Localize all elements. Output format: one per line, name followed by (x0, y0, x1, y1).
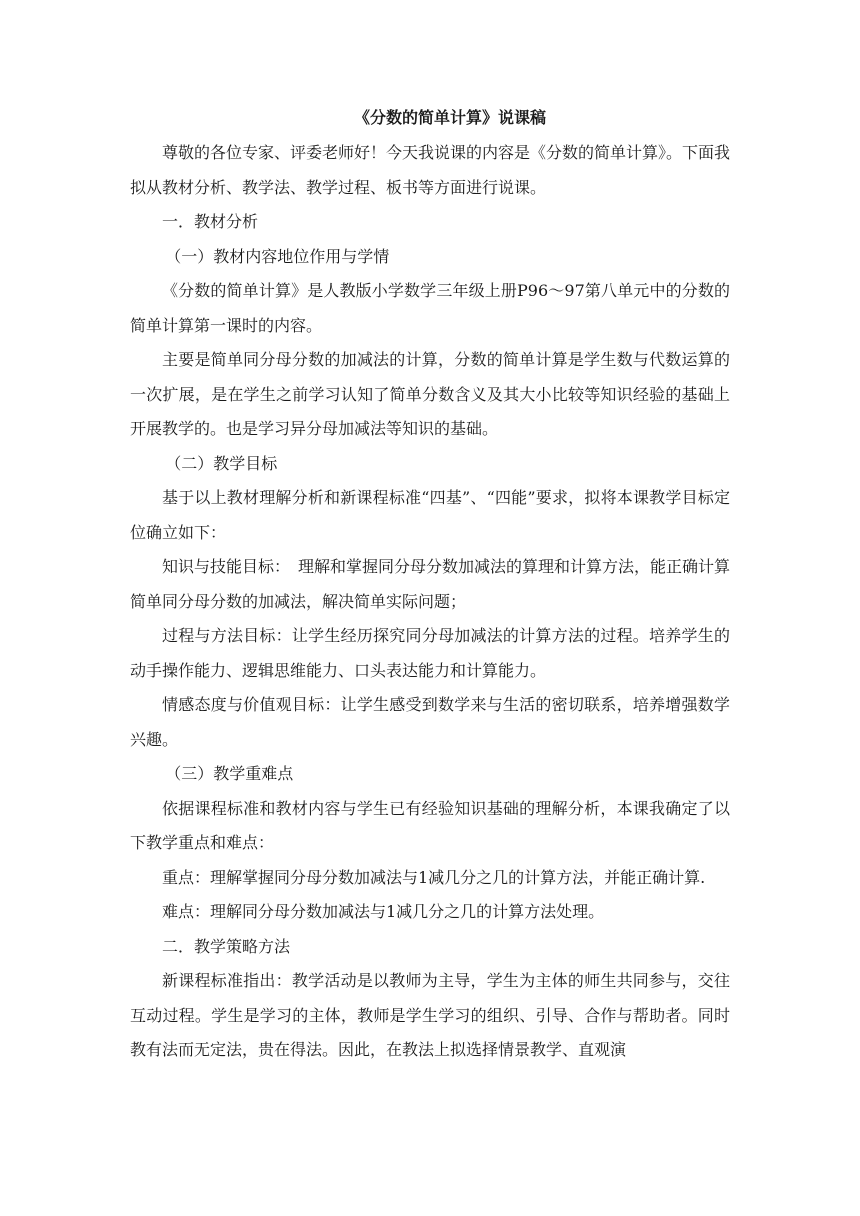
paragraph-goals-intro: 基于以上教材理解分析和新课程标准“四基”、“四能”要求，拟将本课教学目标定位确立如下： (130, 488, 730, 542)
paragraph-key-difficult-intro: 依据课程标准和教材内容与学生已有经验知识基础的理解分析，本课我确定了以下教学重点和难点： (130, 798, 730, 852)
paragraph-difficult-point: 难点：理解同分母分数加减法与1减几分之几的计算方法处理。 (162, 902, 605, 921)
document-title: 《分数的简单计算》说课稿 (353, 108, 546, 127)
paragraph-content-source: 《分数的简单计算》是人教版小学数学三年级上册P96～97第八单元中的分数的简单计算第一课时的内容。 (130, 281, 730, 335)
section-heading-teaching-strategy: 二．教学策略方法 (162, 936, 291, 956)
section-heading-textbook-analysis: 一．教材分析 (162, 212, 259, 231)
intro-paragraph: 尊敬的各位专家、评委老师好！今天我说课的内容是《分数的简单计算》。下面我拟从教材分析、教学法、教学过程、板书等方面进行说课。 (130, 143, 731, 197)
subsection-heading-content-position: （一）教材内容地位作用与学情 (165, 246, 390, 266)
paragraph-process-goal: 过程与方法目标：让学生经历探究同分母加减法的计算方法的过程。培养学生的动手操作能力、逻辑思维能力、口头表达能力和计算能力。 (130, 626, 730, 680)
subsection-heading-teaching-goals: （二）教学目标 (165, 453, 278, 473)
document-page (130, 100, 730, 1068)
paragraph-strategy: 新课程标准指出：教学活动是以教师为主导，学生为主体的师生共同参与，交往互动过程。学生是学习的主体，教师是学生学习的组织、引导、合作与帮助者。同时教有法而无定法，贵在得法。因此，在教法上拟选择情景教学、直观演 (130, 971, 730, 1059)
paragraph-knowledge-goal: 知识与技能目标： 理解和掌握同分母分数加减法的算理和计算方法，能正确计算简单同分母分数的加减法，解决简单实际问题； (130, 557, 731, 611)
paragraph-content-main: 主要是简单同分母分数的加减法的计算，分数的简单计算是学生数与代数运算的一次扩展，是在学生之前学习认知了简单分数含义及其大小比较等知识经验的基础上开展教学的。也是学习异分母加减法等知识的基础。 (130, 350, 730, 438)
subsection-heading-key-difficult: （三）教学重难点 (165, 764, 294, 783)
paragraph-key-point: 重点：理解掌握同分母分数加减法与1减几分之几的计算方法，并能正确计算. (162, 867, 706, 887)
paragraph-emotion-goal: 情感态度与价值观目标：让学生感受到数学来与生活的密切联系，培养增强数学兴趣。 (130, 695, 730, 749)
